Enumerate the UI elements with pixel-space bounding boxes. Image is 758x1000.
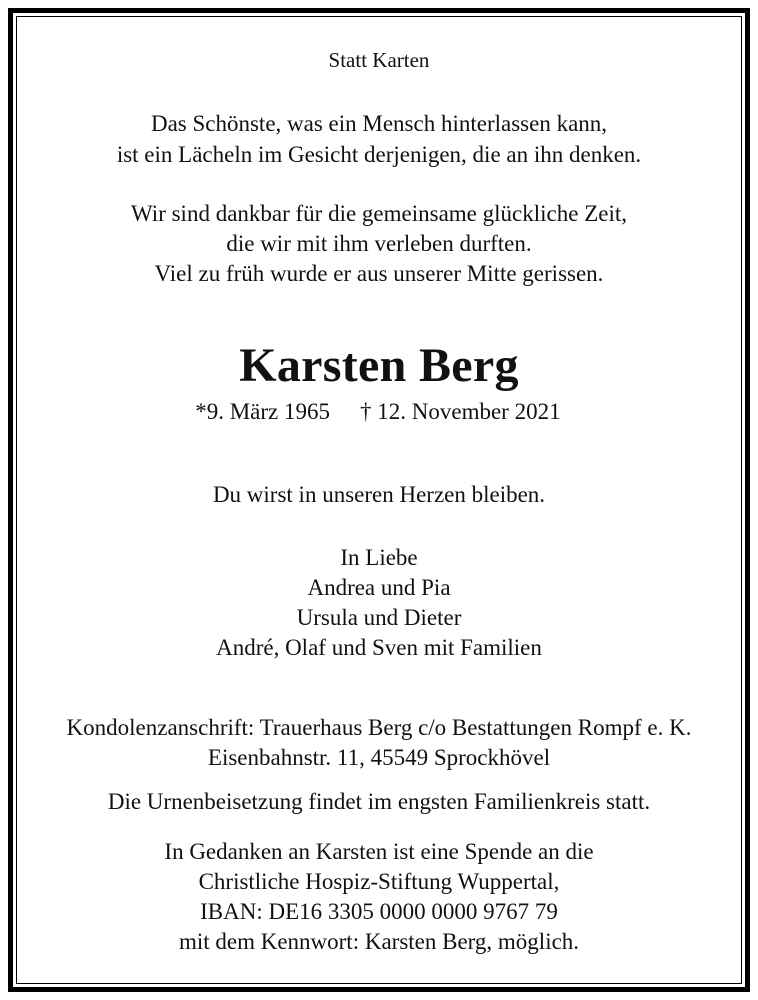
gratitude-line-2: die wir mit ihm verleben durften. [226, 231, 532, 256]
donation-line-2: Christliche Hospiz-Stiftung Wuppertal, [198, 869, 560, 894]
life-dates [0, 397, 758, 427]
gratitude-line-1: Wir sind dankbar für die gemeinsame glückliche Zeit, [131, 201, 627, 226]
mourner-name: André, Olaf und Sven mit Familien [216, 635, 542, 660]
farewell-text: Du wirst in unseren Herzen bleiben. [212, 482, 546, 507]
donation-iban: IBAN: DE16 3305 0000 0000 9767 79 [200, 899, 558, 924]
condolence-address-line-1: Kondolenzanschrift: Trauerhaus Berg c/o Bestattungen Rompf e. K. [66, 715, 692, 740]
quote-line-1: Das Schönste, was ein Mensch hinterlassen kann, [150, 111, 608, 136]
mourners-intro: In Liebe [340, 545, 418, 570]
mourner-name: Andrea und Pia [307, 575, 451, 600]
death-date: † 12. November 2021 [360, 399, 561, 424]
deceased-name: Karsten Berg [239, 339, 519, 392]
quote-line-2: ist ein Lächeln im Gesicht derjenigen, die an ihn denken. [116, 142, 642, 167]
condolence-address-line-2: Eisenbahnstr. 11, 45549 Sprockhövel [207, 745, 551, 770]
birth-date: *9. März 1965 [195, 399, 330, 424]
mourner-name: Ursula und Dieter [296, 605, 462, 630]
statt-karten-text: Statt Karten [328, 48, 430, 72]
burial-note: Die Urnenbeisetzung findet im engsten Familienkreis statt. [107, 789, 651, 814]
gratitude-line-3: Viel zu früh wurde er aus unserer Mitte gerissen. [154, 261, 604, 286]
donation-line-1: In Gedanken an Karsten ist eine Spende an die [164, 839, 594, 864]
donation-line-4: mit dem Kennwort: Karsten Berg, möglich. [178, 929, 580, 954]
